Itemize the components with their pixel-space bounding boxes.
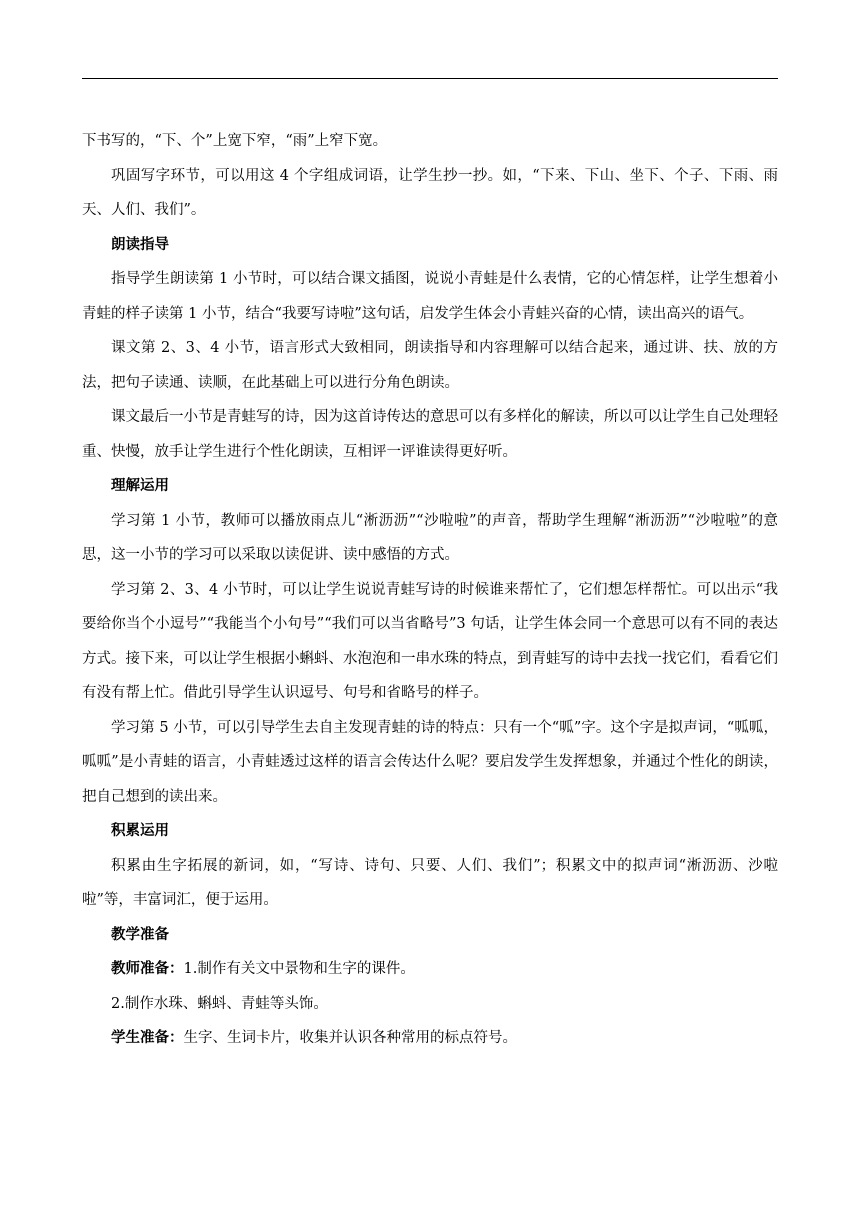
paragraph-accumulation: 积累由生字拓展的新词，如，“写诗、诗句、只要、人们、我们”；积累文中的拟声词“淅沥沥、沙啦啦”等，丰富词汇，便于运用。 <box>82 857 778 908</box>
section-heading-accumulation: 积累运用 <box>111 823 169 839</box>
section-heading-understanding: 理解运用 <box>111 478 169 494</box>
paragraph-reading-section-1: 指导学生朗读第 1 小节时，可以结合课文插图，说说小青蛙是什么表情，它的心情怎样，让学生想着小青蛙的样子读第 1 小节，结合“我要写诗啦”这句话，启发学生体会小青蛙兴奋的心情，读出高兴的语气。 <box>82 271 778 322</box>
paragraph-continuation: 下书写的，“下、个”上宽下窄，“雨”上窄下宽。 <box>82 133 388 149</box>
document-body <box>82 124 778 1056</box>
student-preparation-label: 学生准备： <box>111 1030 184 1046</box>
header-rule <box>82 78 778 79</box>
paragraph-teacher-preparation <box>82 952 778 987</box>
student-preparation-text: 生字、生词卡片，收集并认识各种常用的标点符号。 <box>183 1030 517 1046</box>
teacher-preparation-label: 教师准备： <box>111 961 184 977</box>
paragraph-reading-last-section: 课文最后一小节是青蛙写的诗，因为这首诗传达的意思可以有多样化的解读，所以可以让学生自己处理轻重、快慢，放手让学生进行个性化朗读，互相评一评谁读得更好听。 <box>82 409 778 460</box>
section-heading-preparation: 教学准备 <box>111 926 169 943</box>
paragraph-reading-sections-2-4: 课文第 2、3、4 小节，语言形式大致相同，朗读指导和内容理解可以结合起来，通过讲、扶、放的方法，把句子读通、读顺，在此基础上可以进行分角色朗读。 <box>82 340 778 391</box>
paragraph-understanding-section-5: 学习第 5 小节，可以引导学生去自主发现青蛙的诗的特点：只有一个“呱”字。这个字是拟声词，“呱呱，呱呱”是小青蛙的语言，小青蛙透过这样的语言会传达什么呢？要启发学生发挥想象，并通过个性化的朗读，把自己想到的读出来。 <box>82 719 778 805</box>
teacher-preparation-text: 1.制作有关文中景物和生字的课件。 <box>183 961 415 977</box>
paragraph-teacher-preparation-2: 2.制作水珠、蝌蚪、青蛙等头饰。 <box>111 995 328 1012</box>
paragraph-understanding-section-1: 学习第 1 小节，教师可以播放雨点儿“淅沥沥”“沙啦啦”的声音，帮助学生理解“淅沥沥”“沙啦啦”的意思，这一小节的学习可以采取以读促讲、读中感悟的方式。 <box>82 512 778 563</box>
section-heading-reading-guidance: 朗读指导 <box>111 236 169 253</box>
paragraph-student-preparation <box>82 1021 778 1056</box>
paragraph-understanding-sections-2-4: 学习第 2、3、4 小节时，可以让学生说说青蛙写诗的时候谁来帮忙了，它们想怎样帮忙。可以出示“我要给你当个小逗号”“我能当个小句号”“我们可以当省略号”3 句话，让学生体会同一个意思可以有不同的表达方式。接下来，可以让学生根据小蝌蚪、水泡泡和一串水珠的特点，到青蛙写的诗中去找一找它们，看看它们有没有帮上忙。借此引导学生认识逗号、句号和省略号的样子。 <box>82 581 778 701</box>
paragraph-writing-consolidation: 巩固写字环节，可以用这 4 个字组成词语，让学生抄一抄。如，“下来、下山、坐下、个子、下雨、雨天、人们、我们”。 <box>82 167 778 218</box>
